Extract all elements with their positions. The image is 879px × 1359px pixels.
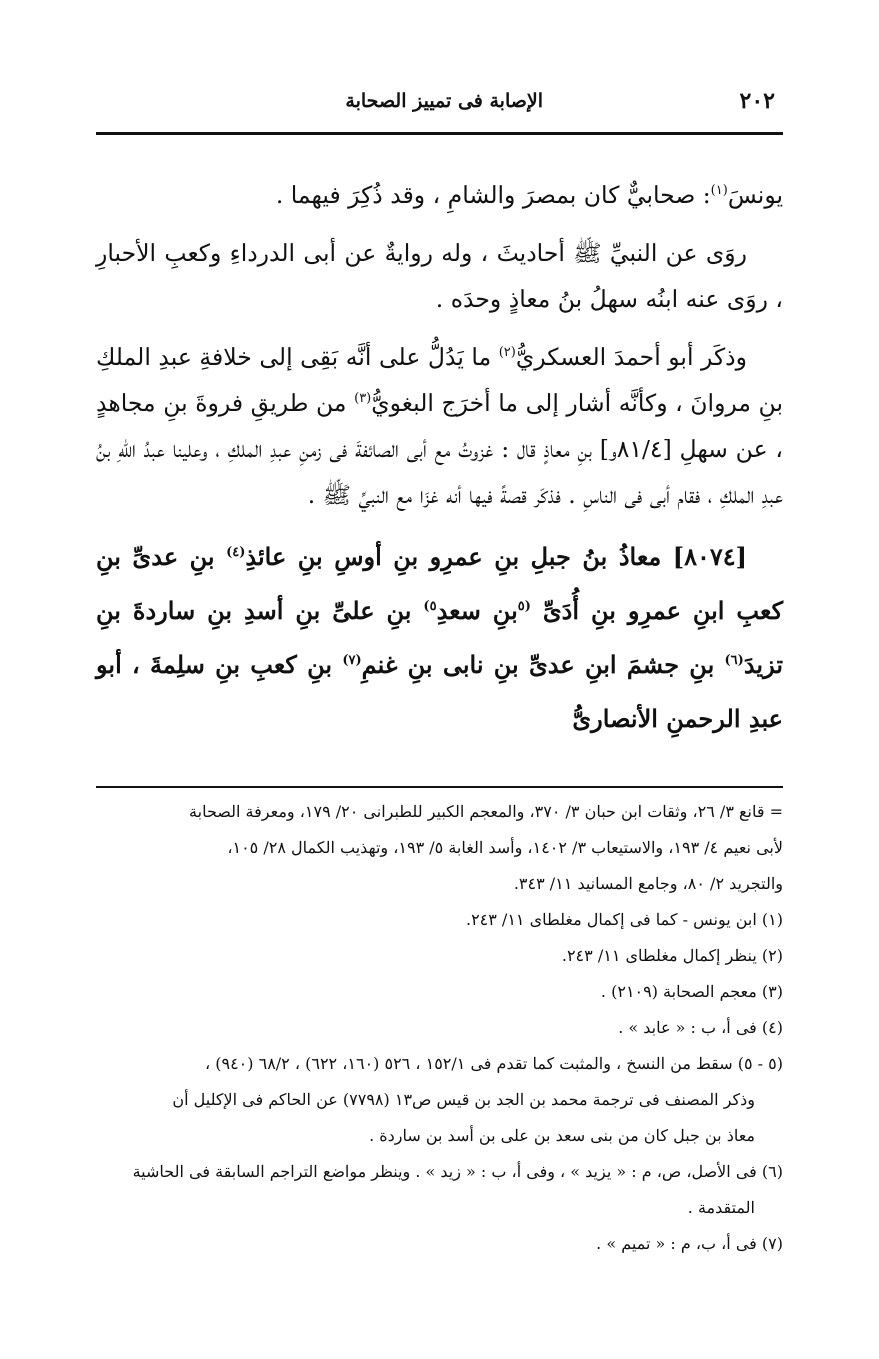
footnote-7: (٧) فى أ، ب، م : « تميم » . <box>596 1234 783 1253</box>
footnote-5-line-3: معاذ بن جبل كان من بنى سعد بن على بن أسد بن ساردة . <box>369 1126 755 1145</box>
para1-text-end: : صحابيٌّ كان بمصرَ والشامِ ، وقد ذُكِرَ فيهما . <box>275 181 711 209</box>
para3-text-2: ما يَدُلُّ على أنَّه بَقِى إلى خلافةِ عبدِ الملكِ بنِ مروانَ ، وكأنَّه أشار إلى ما أخرَج البغويُّ <box>96 343 783 417</box>
header-rule <box>96 132 783 135</box>
footnotes <box>96 794 783 1262</box>
footnote-4: (٤) فى أ، ب : « عابد » . <box>618 1018 783 1037</box>
footnote-6-line-2: المتقدمة . <box>687 1198 755 1217</box>
footnote-ref-2: (٢) <box>498 345 516 361</box>
footnote-ref-5-close: ٥) <box>423 599 437 614</box>
biography-entry-heading <box>96 530 783 746</box>
footnote-ref-1: (١) <box>710 183 728 199</box>
footnote-ref-5-open: (٥ <box>517 599 531 614</box>
paragraph-1 <box>96 172 783 218</box>
entry-text-2: بنِ عدىِّ بنِ كعبِ ابنِ عمرِو بنِ أُدَىِّ <box>96 542 783 625</box>
page-header <box>96 86 783 124</box>
footnote-5-line-2: وذكر المصنف فى ترجمة محمد بن الجد بن قيس ص١٣ (٧٧٩٨) عن الحاكم فى الإكليل أن <box>172 1090 755 1109</box>
book-page <box>96 86 783 1326</box>
paragraph-2 <box>96 230 783 322</box>
footnote-ref-6: (٦) <box>724 653 744 668</box>
para3-text-3: من طريقِ فروةَ بنِ مجاهدٍ ، عن سهلِ [٨١/٤و] بنِ معاذٍ قال : غزوتُ مع أبى الصائفةَ فى زمنِ عبدِ الملكِ ، وعلينا عبدُ اللهِ بنُ عبدِ الملكِ ، فقام أبى فى الناسِ . فذكَر قصةً فيها أنه غزَا مع النبيِّ ﷺ . <box>96 389 783 509</box>
entry-text-3: بنِ سعدِ <box>436 596 518 625</box>
entry-text-1: [٨٠٧٤] معاذُ بنُ جبلِ بنِ عمرِو بنِ أوسِ بنِ عائذِ <box>245 542 748 571</box>
footnote-6: (٦) فى الأصل، ص، م : « يزيد » ، وفى أ، ب : « زيد » . وينظر مواضع التراجم السابقة فى الحاشية <box>132 1162 783 1181</box>
paragraph-3 <box>96 334 783 518</box>
main-text <box>96 172 783 758</box>
footnote-continuation-line: لأبى نعيم ٤/ ١٩٣، والاستيعاب ٣/ ١٤٠٢، وأسد الغابة ٥/ ١٩٣، وتهذيب الكمال ٢٨/ ١٠٥، <box>227 838 783 857</box>
para3-text-1: وذكَر أبو أحمدَ العسكريُّ <box>515 343 747 371</box>
footnote-continuation-line: والتجريد ٢/ ٨٠، وجامع المسانيد ١١/ ٣٤٣. <box>513 874 783 893</box>
entry-text-5: بنِ جشمَ ابنِ عدىِّ بنِ نابى بنِ غنمِ <box>361 650 725 679</box>
footnote-ref-3: (٣) <box>354 391 372 407</box>
footnote-3: (٣) معجم الصحابة (٢١٠٩) . <box>600 982 783 1001</box>
entry-text-6: بنِ كعبِ بنِ سلِمةَ ، أبو عبدِ الرحمنِ الأنصارىُّ <box>96 650 783 733</box>
entry-text-4: بنِ علىِّ بنِ أسدِ بنِ ساردةَ بنِ تزيدَ <box>96 596 784 679</box>
footnote-continuation-line: = قانع ٣/ ٢٦، وثقات ابن حبان ٣/ ٣٧٠، والمعجم الكبير للطبرانى ٢٠/ ١٧٩، ومعرفة الصحابة <box>189 802 783 821</box>
footnote-ref-7: (٧) <box>342 653 362 668</box>
footnote-1: (١) ابن يونس - كما فى إكمال مغلطاى ١١/ ٢٤٣. <box>465 910 783 929</box>
footnote-ref-4: (٤) <box>226 545 246 560</box>
running-title: الإصابة فى تمييز الصحابة <box>345 90 543 112</box>
para1-text-start: يونسَ <box>727 181 783 209</box>
page-number: ٢٠٢ <box>739 88 775 114</box>
para2-text: روَى عن النبيِّ ﷺ أحاديثَ ، وله روايةٌ عن أبى الدرداءِ وكعبِ الأحبارِ ، روَى عنه ابنُه سهلُ بنُ معاذٍ وحدَه . <box>96 239 783 313</box>
footnote-2: (٢) ينظر إكمال مغلطاى ١١/ ٢٤٣. <box>561 946 783 965</box>
footnote-5: (٥ - ٥) سقط من النسخ ، والمثبت كما تقدم فى ١٥٢/١ ، ٥٢٦ (١٦٠، ٦٢٢) ، ٦٨/٢ (٩٤٠) ، <box>204 1054 783 1073</box>
footnote-separator <box>96 786 783 788</box>
